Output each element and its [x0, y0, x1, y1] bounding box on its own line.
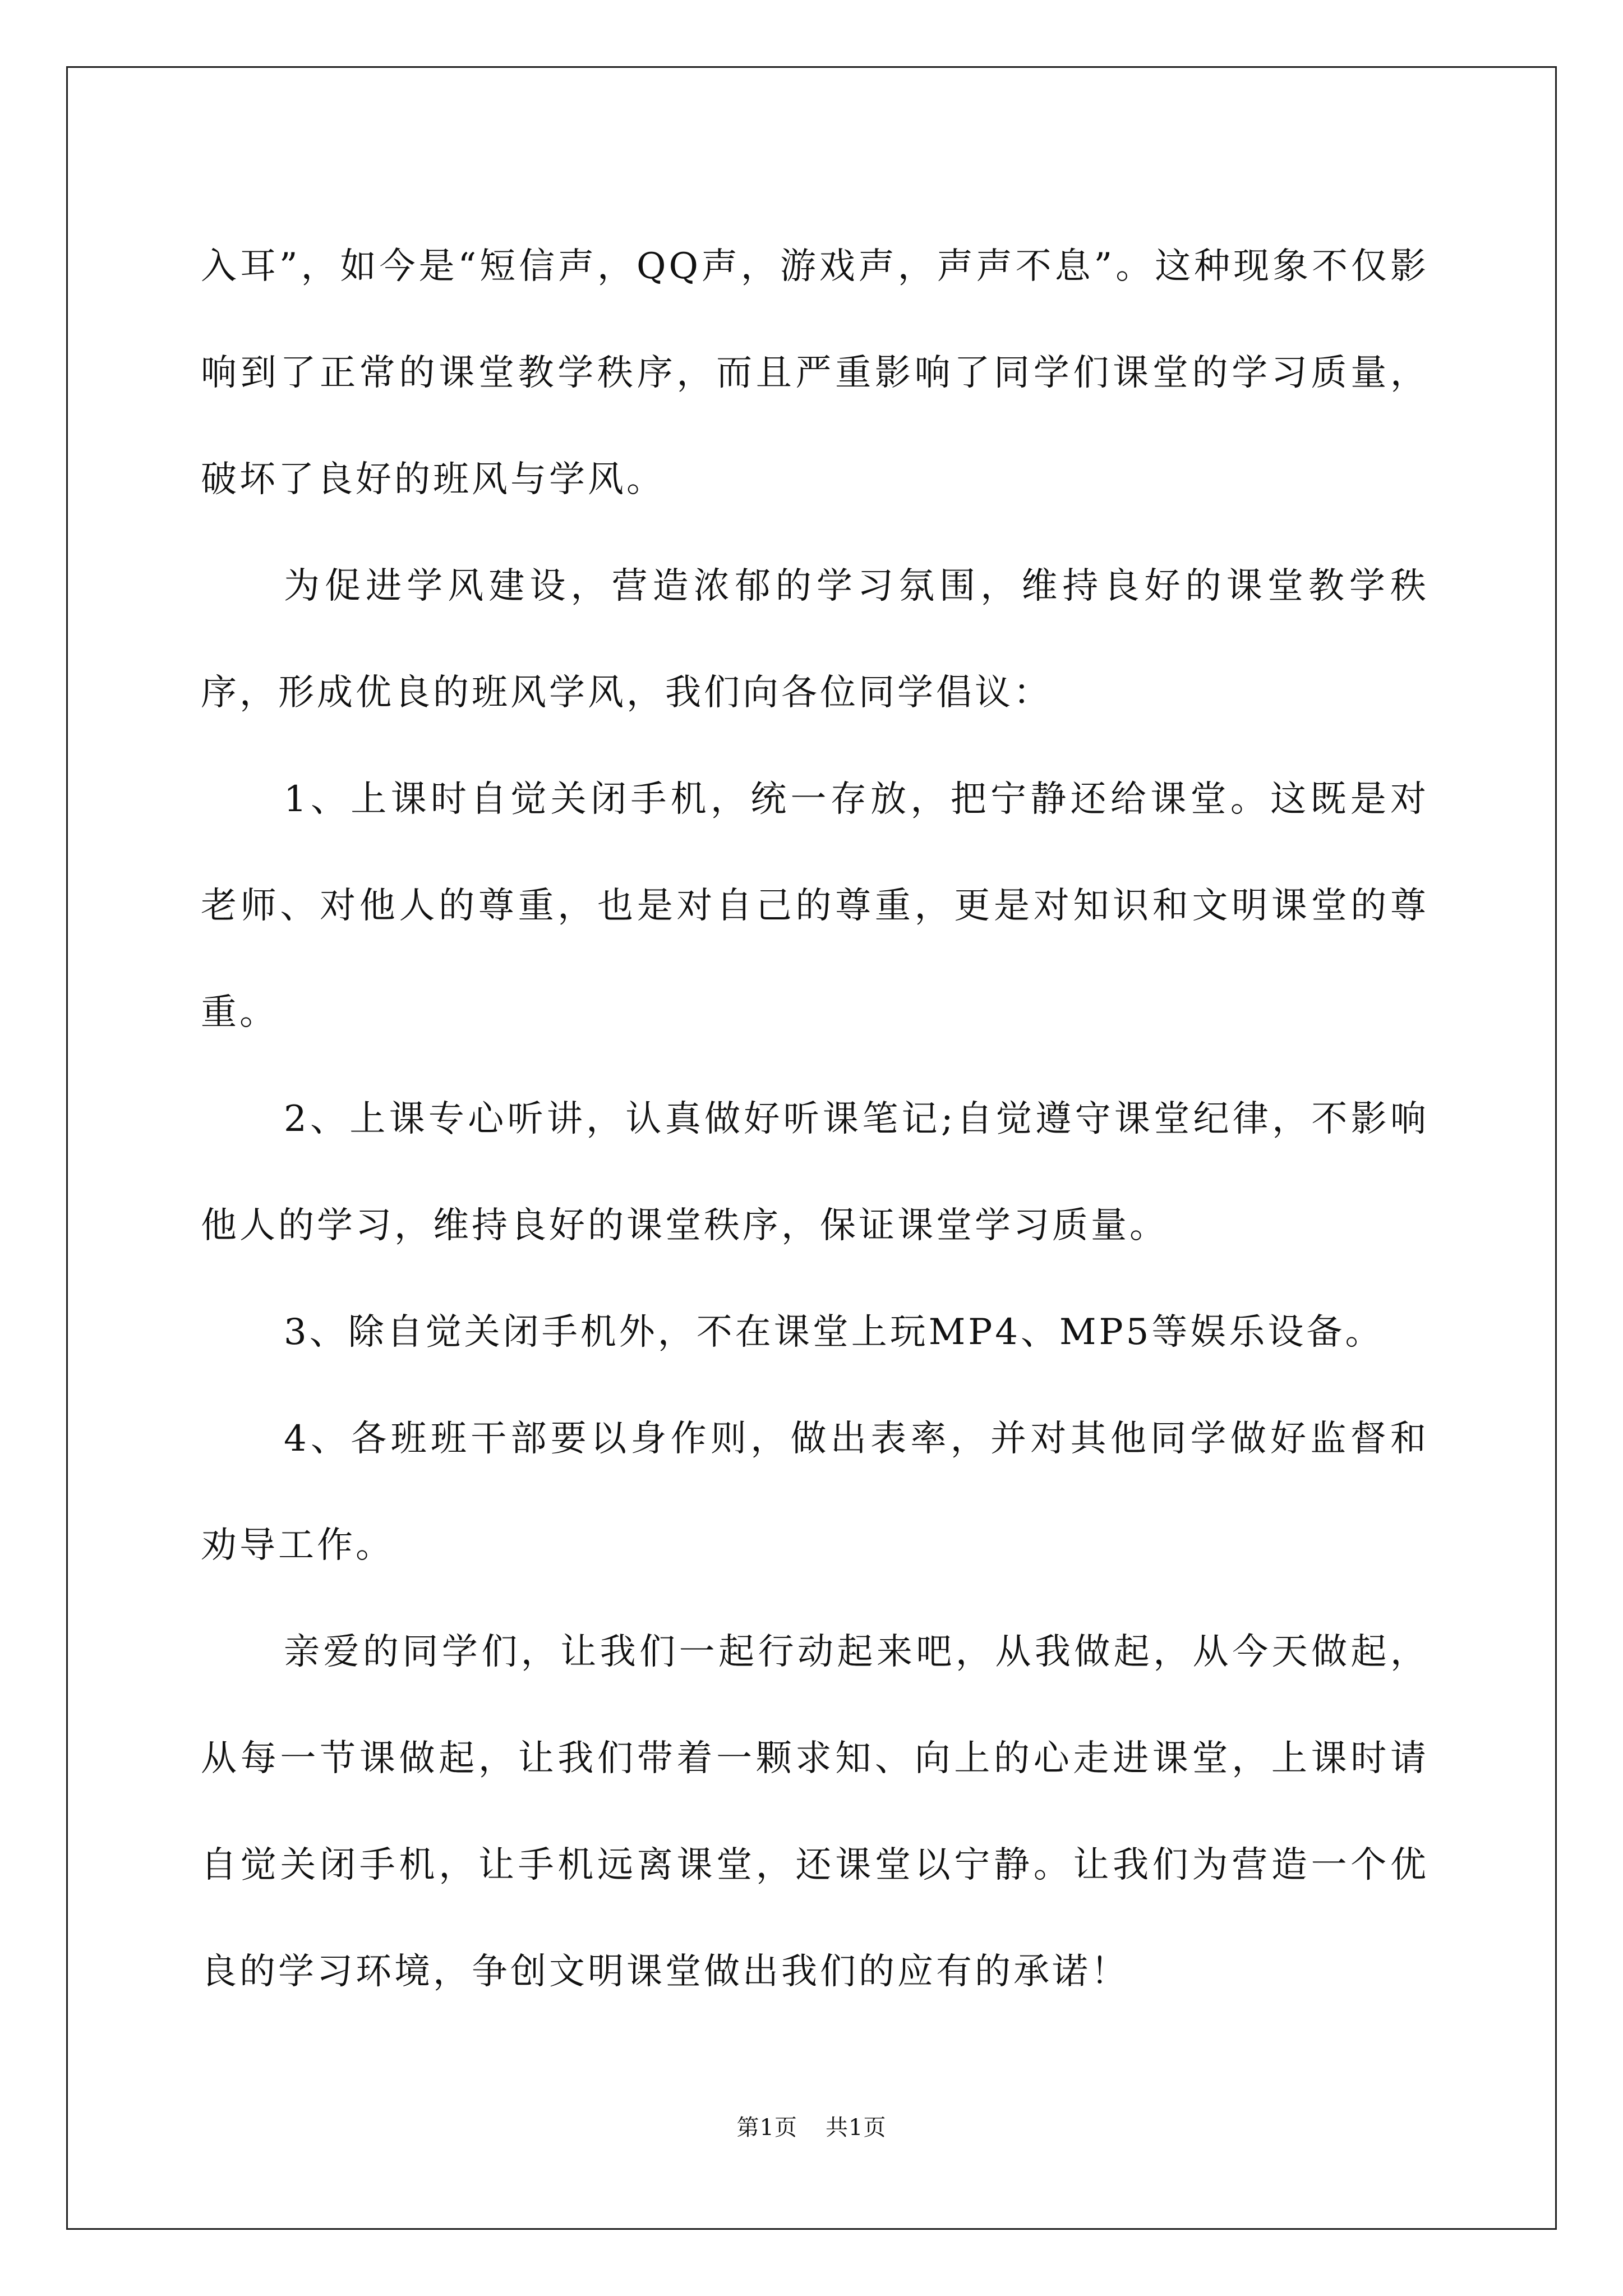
page-number-total: 共1页 [826, 2115, 887, 2141]
paragraph-initiative-purpose: 为促进学风建设，营造浓郁的学习氛围，维持良好的课堂教学秩序，形成优良的班风学风，我们向各位同学倡议： [201, 565, 1429, 714]
paragraph-intro-continuation: 入耳”，如今是“短信声，QQ声，游戏声，声声不息”。这种现象不仅影响到了正常的课堂教学秩序，而且严重影响了同学们课堂的学习质量，破坏了良好的班风与学风。 [201, 246, 1429, 500]
paragraph-item-2: 2、上课专心听讲，认真做好听课笔记;自觉遵守课堂纪律，不影响他人的学习，维持良好的课堂秩序，保证课堂学习质量。 [201, 1098, 1429, 1246]
page-number-current: 第1页 [736, 2115, 797, 2141]
paragraph-closing-appeal: 亲爱的同学们，让我们一起行动起来吧，从我做起，从今天做起，从每一节课做起，让我们带着一颗求知、向上的心走进课堂，上课时请自觉关闭手机，让手机远离课堂，还课堂以宁静。让我们为营造一个优良的学习环境，争创文明课堂做出我们的应有的承诺！ [201, 1631, 1429, 1993]
document-body [201, 213, 1429, 2025]
paragraph-item-4: 4、各班班干部要以身作则，做出表率，并对其他同学做好监督和劝导工作。 [201, 1418, 1429, 1566]
paragraph-item-3: 3、除自觉关闭手机外，不在课堂上玩MP4、MP5等娱乐设备。 [284, 1312, 1384, 1353]
page-footer [0, 2114, 1623, 2142]
paragraph-item-1: 1、上课时自觉关闭手机，统一存放，把宁静还给课堂。这既是对老师、对他人的尊重，也是对自己的尊重，更是对知识和文明课堂的尊重。 [201, 779, 1429, 1033]
